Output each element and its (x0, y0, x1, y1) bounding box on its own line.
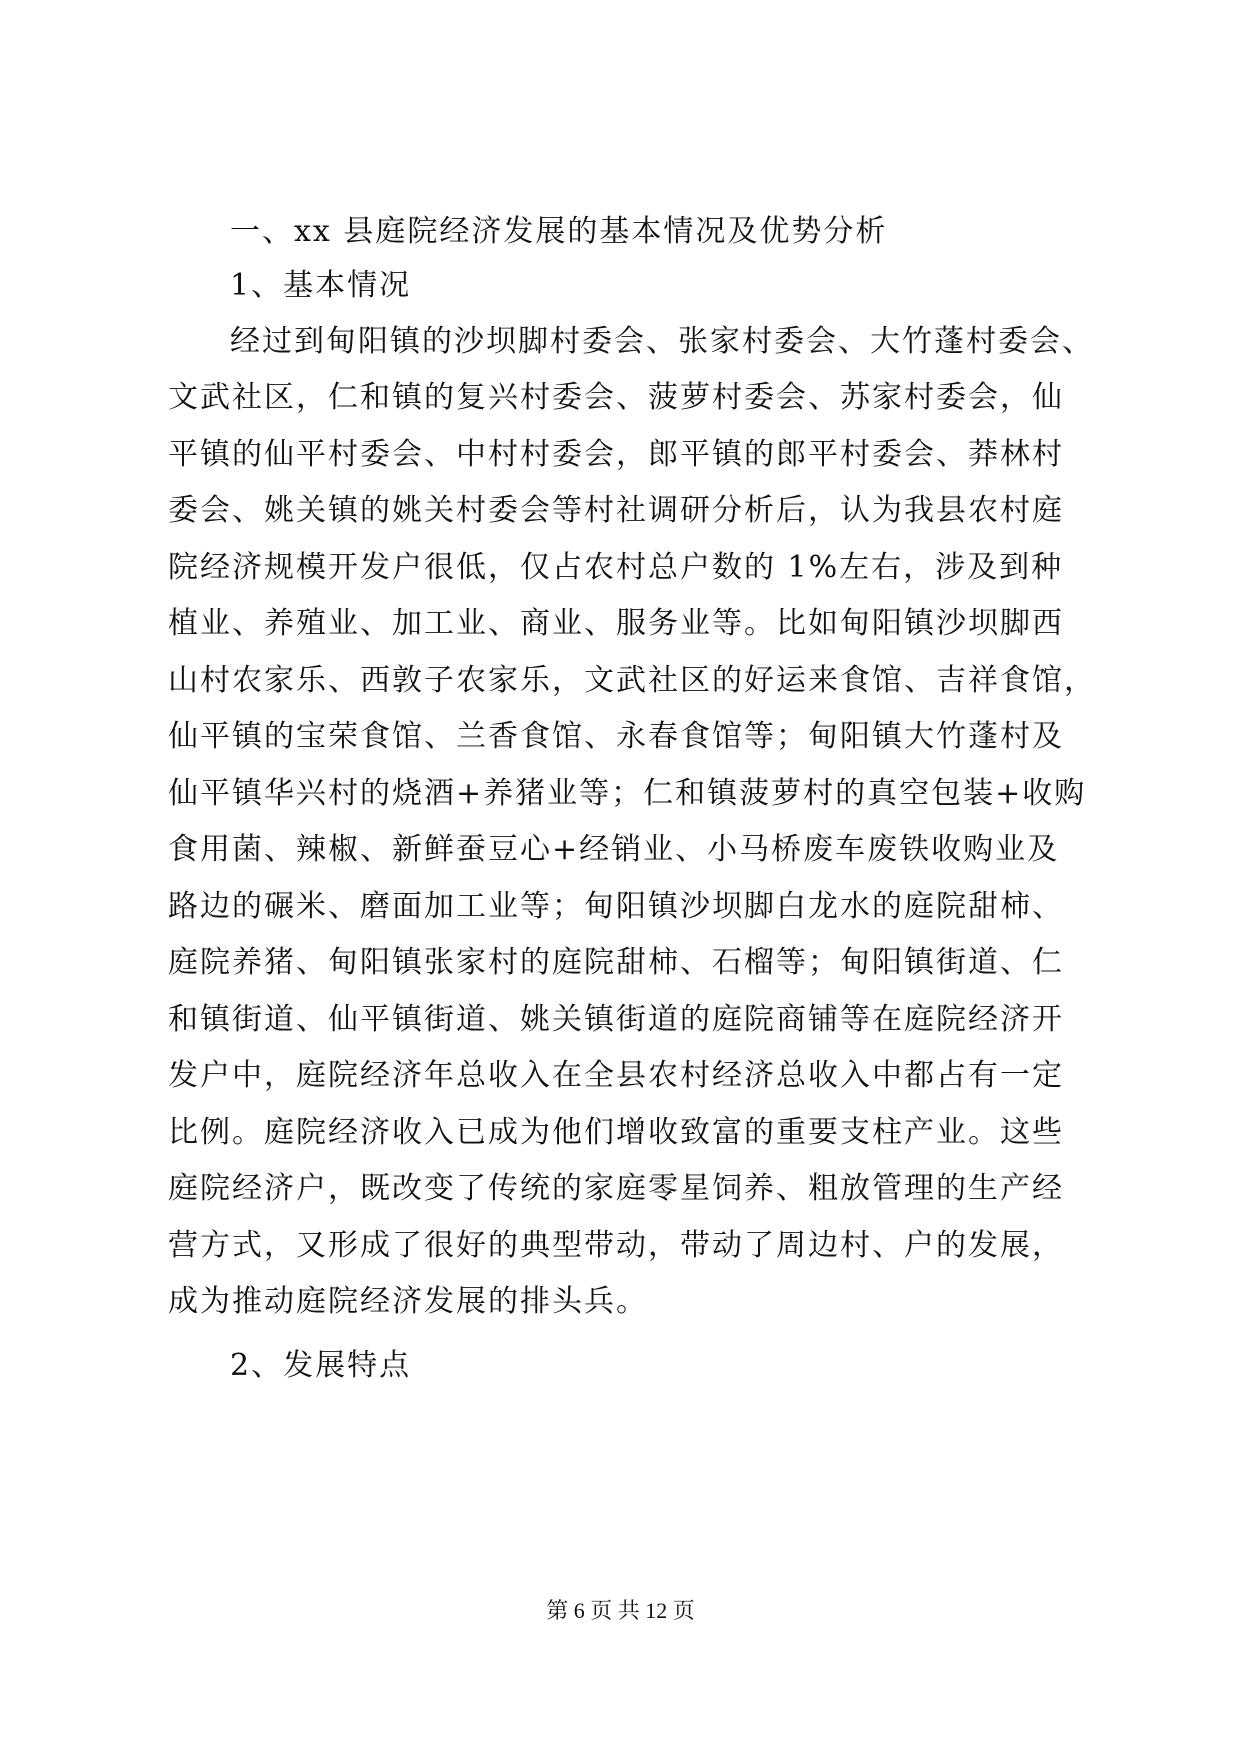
paragraph-line: 比例。庭院经济收入已成为他们增收致富的重要支柱产业。这些 (168, 1115, 1064, 1150)
paragraph-line: 经过到甸阳镇的沙坝脚村委会、张家村委会、大竹蓬村委会、 (230, 324, 1094, 359)
paragraph-line: 庭院养猪、甸阳镇张家村的庭院甜柿、石榴等；甸阳镇街道、仁 (168, 945, 1064, 980)
section-heading: 一、xx 县庭院经济发展的基本情况及优势分析 (230, 214, 888, 249)
paragraph-line: 路边的碾米、磨面加工业等；甸阳镇沙坝脚白龙水的庭院甜柿、 (168, 889, 1064, 924)
paragraph-line: 庭院经济户，既改变了传统的家庭零星饲养、粗放管理的生产经 (168, 1171, 1064, 1206)
page-footer: 第 6 页 共 12 页 (546, 1598, 695, 1623)
paragraph-line: 仙平镇华兴村的烧酒+养猪业等；仁和镇菠萝村的真空包装+收购 (168, 776, 1087, 811)
paragraph-line: 委会、姚关镇的姚关村委会等村社调研分析后，认为我县农村庭 (168, 493, 1064, 528)
paragraph-line: 和镇街道、仙平镇街道、姚关镇街道的庭院商铺等在庭院经济开 (168, 1002, 1064, 1037)
subheading-development-features: 2、发展特点 (230, 1348, 412, 1383)
paragraph-line: 发户中，庭院经济年总收入在全县农村经济总收入中都占有一定 (168, 1058, 1064, 1093)
paragraph-line: 院经济规模开发户很低，仅占农村总户数的 1%左右，涉及到种 (168, 550, 1064, 585)
paragraph-line: 平镇的仙平村委会、中村村委会，郎平镇的郎平村委会、莽林村 (168, 437, 1064, 472)
paragraph-line: 文武社区，仁和镇的复兴村委会、菠萝村委会、苏家村委会，仙 (168, 380, 1064, 415)
paragraph-line: 山村农家乐、西敦子农家乐，文武社区的好运来食馆、吉祥食馆， (168, 663, 1096, 698)
paragraph-line: 食用菌、辣椒、新鲜蚕豆心+经销业、小马桥废车废铁收购业及 (168, 832, 1060, 867)
paragraph-line: 仙平镇的宝荣食馆、兰香食馆、永春食馆等；甸阳镇大竹蓬村及 (168, 719, 1064, 754)
paragraph-line: 成为推动庭院经济发展的排头兵。 (168, 1284, 648, 1319)
subheading-basic-situation: 1、基本情况 (230, 268, 412, 303)
paragraph-line: 营方式，又形成了很好的典型带动，带动了周边村、户的发展， (168, 1228, 1064, 1263)
paragraph-line: 植业、养殖业、加工业、商业、服务业等。比如甸阳镇沙坝脚西 (168, 606, 1064, 641)
